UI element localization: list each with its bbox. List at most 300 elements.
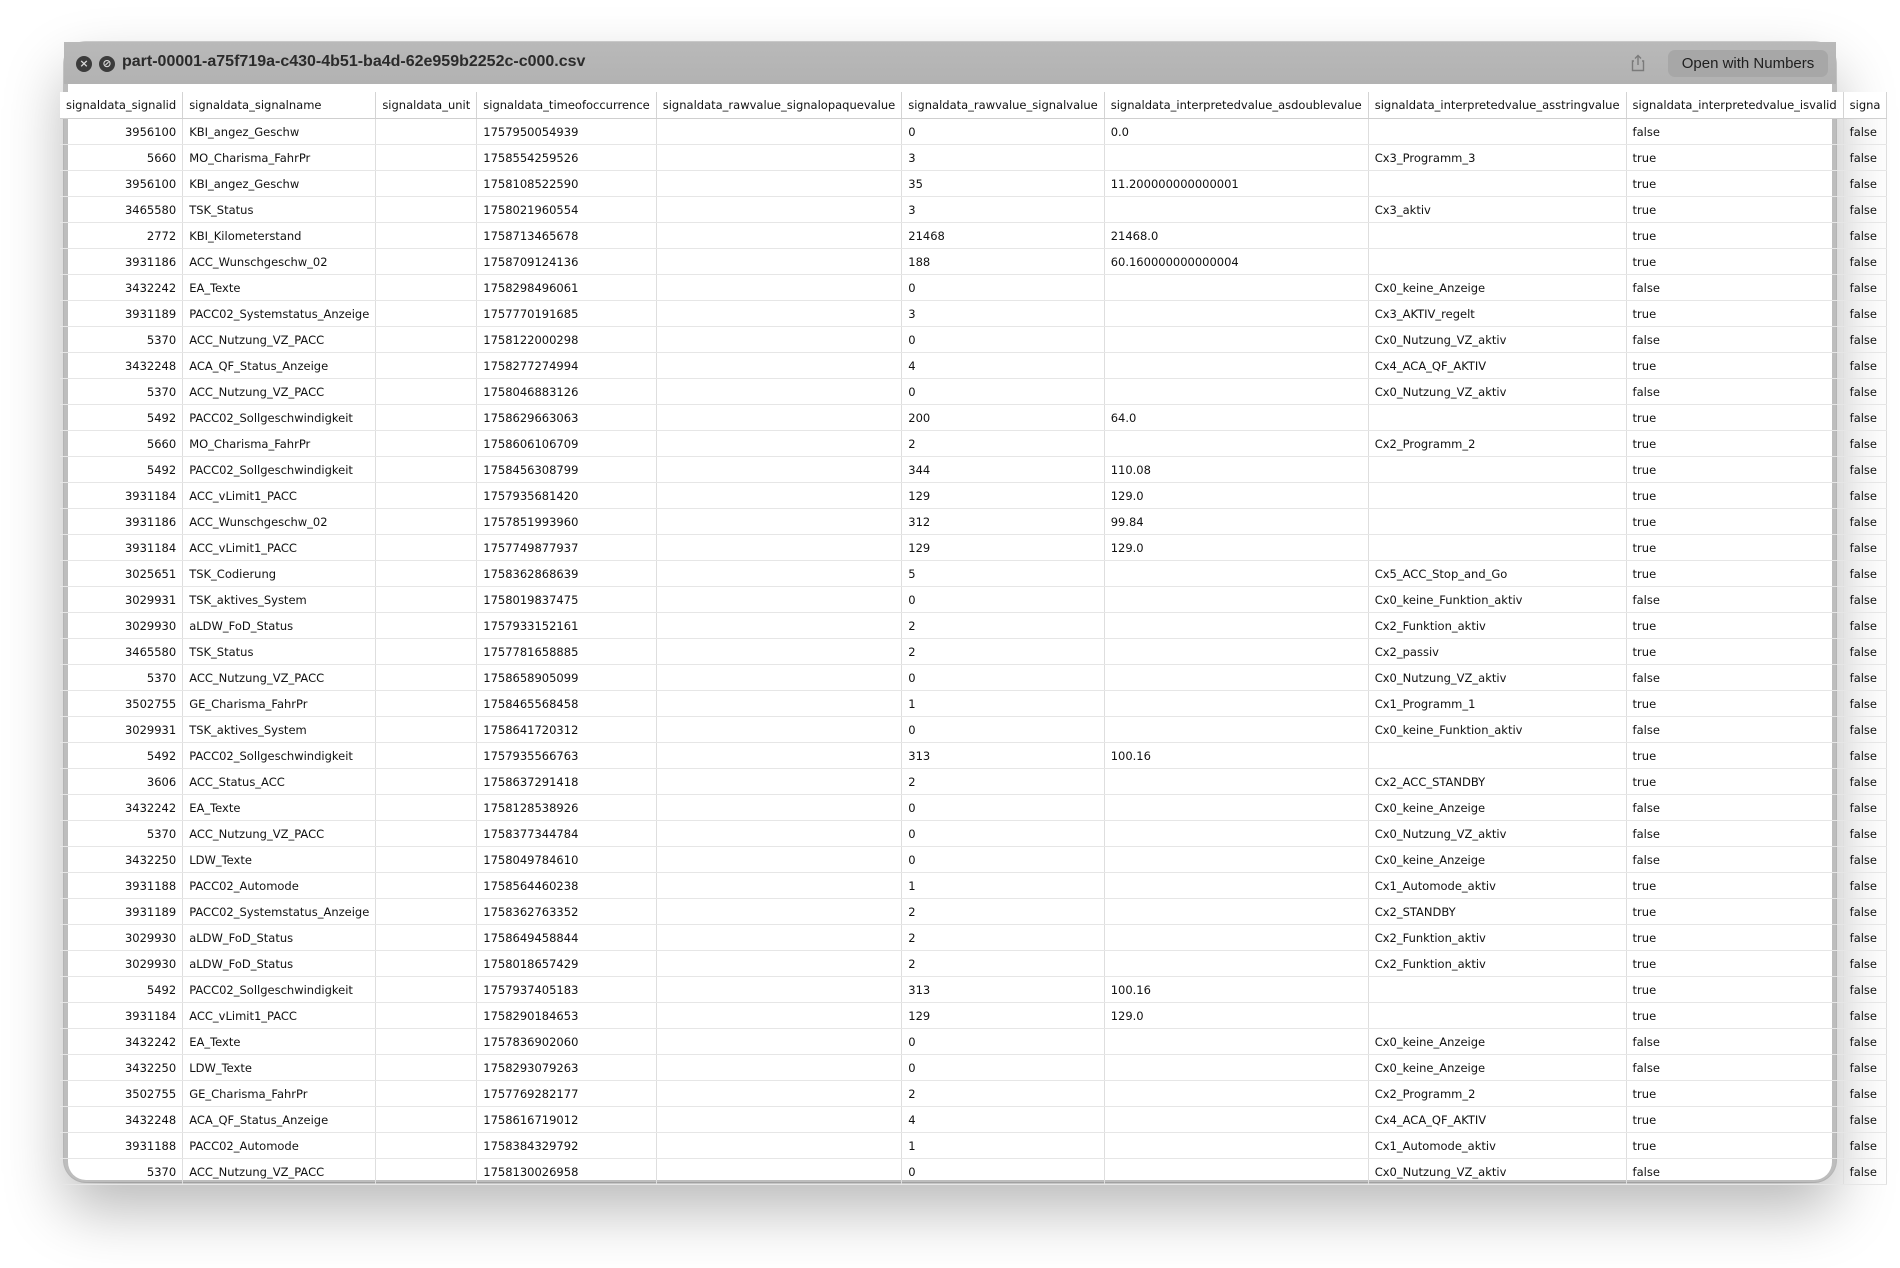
table-cell: 3931188 bbox=[60, 873, 183, 899]
table-cell: false bbox=[1843, 405, 1887, 431]
table-cell: 129.0 bbox=[1104, 1003, 1368, 1029]
table-cell: 0 bbox=[902, 795, 1104, 821]
table-cell bbox=[656, 847, 902, 873]
table-cell: true bbox=[1626, 431, 1843, 457]
table-cell bbox=[376, 145, 477, 171]
table-cell: ACC_Nutzung_VZ_PACC bbox=[183, 1159, 376, 1185]
table-cell: false bbox=[1843, 431, 1887, 457]
table-cell: Cx2_Programm_2 bbox=[1368, 431, 1626, 457]
table-cell: 1 bbox=[902, 691, 1104, 717]
table-cell: 313 bbox=[902, 743, 1104, 769]
table-cell bbox=[656, 665, 902, 691]
table-cell: Cx5_ACC_Stop_and_Go bbox=[1368, 561, 1626, 587]
table-cell: 1758046883126 bbox=[477, 379, 656, 405]
table-cell: 5370 bbox=[60, 379, 183, 405]
table-cell: true bbox=[1626, 483, 1843, 509]
table-cell: 1757770191685 bbox=[477, 301, 656, 327]
table-cell: TSK_aktives_System bbox=[183, 587, 376, 613]
table-cell: 2 bbox=[902, 769, 1104, 795]
table-cell: 3029930 bbox=[60, 925, 183, 951]
table-cell: 1758021960554 bbox=[477, 197, 656, 223]
table-cell: LDW_Texte bbox=[183, 1055, 376, 1081]
table-row bbox=[60, 327, 1887, 353]
table-cell: 5492 bbox=[60, 457, 183, 483]
table-header bbox=[60, 92, 1887, 119]
table-body bbox=[60, 119, 1887, 1185]
table-cell: KBI_angez_Geschw bbox=[183, 171, 376, 197]
table-cell bbox=[376, 639, 477, 665]
table-cell: false bbox=[1843, 145, 1887, 171]
table-cell: true bbox=[1626, 873, 1843, 899]
table-cell: true bbox=[1626, 613, 1843, 639]
table-cell bbox=[1368, 119, 1626, 145]
table-cell bbox=[656, 691, 902, 717]
table-cell: ACA_QF_Status_Anzeige bbox=[183, 353, 376, 379]
table-row bbox=[60, 873, 1887, 899]
table-cell: 4 bbox=[902, 353, 1104, 379]
table-cell: true bbox=[1626, 1133, 1843, 1159]
table-cell: false bbox=[1843, 353, 1887, 379]
table-cell: ACC_Nutzung_VZ_PACC bbox=[183, 821, 376, 847]
column-header: signaldata_interpretedvalue_isvalid bbox=[1626, 92, 1843, 119]
table-row bbox=[60, 1055, 1887, 1081]
table-cell: 35 bbox=[902, 171, 1104, 197]
table-cell: 1758108522590 bbox=[477, 171, 656, 197]
table-cell: ACC_vLimit1_PACC bbox=[183, 535, 376, 561]
table-cell bbox=[656, 561, 902, 587]
table-cell: Cx2_STANDBY bbox=[1368, 899, 1626, 925]
table-cell: MO_Charisma_FahrPr bbox=[183, 431, 376, 457]
table-cell bbox=[656, 327, 902, 353]
table-cell: 0 bbox=[902, 1159, 1104, 1185]
table-row bbox=[60, 1133, 1887, 1159]
table-cell: 1757749877937 bbox=[477, 535, 656, 561]
table-cell: ACA_QF_Status_Anzeige bbox=[183, 1107, 376, 1133]
table-cell: 3502755 bbox=[60, 691, 183, 717]
table-cell: 1758658905099 bbox=[477, 665, 656, 691]
table-cell: false bbox=[1843, 483, 1887, 509]
table-cell: 1758649458844 bbox=[477, 925, 656, 951]
table-cell: false bbox=[1843, 1133, 1887, 1159]
table-cell bbox=[1104, 1133, 1368, 1159]
table-cell bbox=[376, 431, 477, 457]
table-cell bbox=[656, 717, 902, 743]
table-cell bbox=[1104, 275, 1368, 301]
table-cell: KBI_Kilometerstand bbox=[183, 223, 376, 249]
table-row bbox=[60, 483, 1887, 509]
table-cell: false bbox=[1626, 275, 1843, 301]
table-cell bbox=[656, 197, 902, 223]
table-cell bbox=[1104, 379, 1368, 405]
table-row bbox=[60, 769, 1887, 795]
table-cell: Cx0_keine_Funktion_aktiv bbox=[1368, 587, 1626, 613]
table-cell: false bbox=[1843, 275, 1887, 301]
table-cell: 5 bbox=[902, 561, 1104, 587]
table-cell bbox=[1368, 249, 1626, 275]
table-cell: 3931186 bbox=[60, 509, 183, 535]
table-cell bbox=[656, 431, 902, 457]
table-cell: KBI_angez_Geschw bbox=[183, 119, 376, 145]
table-cell bbox=[1368, 483, 1626, 509]
table-cell bbox=[656, 1029, 902, 1055]
table-cell bbox=[376, 743, 477, 769]
table-cell: 1758019837475 bbox=[477, 587, 656, 613]
table-cell: 1758122000298 bbox=[477, 327, 656, 353]
window-title: part-00001-a75f719a-c430-4b51-ba4d-62e959b2252c-c000.csv bbox=[122, 53, 586, 70]
table-cell bbox=[376, 587, 477, 613]
table-row bbox=[60, 899, 1887, 925]
table-cell bbox=[376, 275, 477, 301]
table-cell: false bbox=[1843, 613, 1887, 639]
table-cell: 3 bbox=[902, 197, 1104, 223]
table-cell: 1757950054939 bbox=[477, 119, 656, 145]
table-cell bbox=[656, 535, 902, 561]
table-cell bbox=[1104, 327, 1368, 353]
table-cell: false bbox=[1843, 509, 1887, 535]
table-cell: 99.84 bbox=[1104, 509, 1368, 535]
table-cell: 2772 bbox=[60, 223, 183, 249]
table-cell: 3432242 bbox=[60, 795, 183, 821]
table-cell: MO_Charisma_FahrPr bbox=[183, 145, 376, 171]
table-cell bbox=[656, 951, 902, 977]
table-cell bbox=[376, 483, 477, 509]
close-icon[interactable]: × bbox=[76, 56, 92, 72]
table-cell: false bbox=[1843, 717, 1887, 743]
table-cell: 3606 bbox=[60, 769, 183, 795]
table-cell: 1758616719012 bbox=[477, 1107, 656, 1133]
table-cell: ACC_vLimit1_PACC bbox=[183, 1003, 376, 1029]
table-cell bbox=[376, 691, 477, 717]
table-cell bbox=[656, 639, 902, 665]
table-cell: ACC_Nutzung_VZ_PACC bbox=[183, 327, 376, 353]
table-cell: false bbox=[1843, 743, 1887, 769]
table-cell: 3956100 bbox=[60, 119, 183, 145]
table-row bbox=[60, 457, 1887, 483]
table-cell: true bbox=[1626, 353, 1843, 379]
table-row bbox=[60, 977, 1887, 1003]
table-cell: 0 bbox=[902, 275, 1104, 301]
table-cell: PACC02_Systemstatus_Anzeige bbox=[183, 301, 376, 327]
table-row bbox=[60, 379, 1887, 405]
table-cell: 5492 bbox=[60, 977, 183, 1003]
table-cell: 3029930 bbox=[60, 613, 183, 639]
table-row bbox=[60, 925, 1887, 951]
table-cell: 1758130026958 bbox=[477, 1159, 656, 1185]
table-cell: Cx1_Automode_aktiv bbox=[1368, 1133, 1626, 1159]
table-cell bbox=[656, 249, 902, 275]
table-cell bbox=[376, 821, 477, 847]
table-cell: aLDW_FoD_Status bbox=[183, 925, 376, 951]
table-cell: 129 bbox=[902, 483, 1104, 509]
table-row bbox=[60, 1107, 1887, 1133]
table-cell: true bbox=[1626, 535, 1843, 561]
table-cell: 3432242 bbox=[60, 1029, 183, 1055]
table-cell: PACC02_Sollgeschwindigkeit bbox=[183, 405, 376, 431]
table-cell bbox=[1104, 769, 1368, 795]
table-cell: false bbox=[1843, 639, 1887, 665]
table-cell bbox=[1104, 1029, 1368, 1055]
table-cell: true bbox=[1626, 249, 1843, 275]
table-cell: 5660 bbox=[60, 145, 183, 171]
table-cell: Cx2_passiv bbox=[1368, 639, 1626, 665]
table-cell: true bbox=[1626, 691, 1843, 717]
table-cell: 0 bbox=[902, 847, 1104, 873]
column-header: signaldata_rawvalue_signalopaquevalue bbox=[656, 92, 902, 119]
table-cell: 3432248 bbox=[60, 353, 183, 379]
table-cell bbox=[1368, 171, 1626, 197]
table-row bbox=[60, 847, 1887, 873]
table-cell bbox=[656, 119, 902, 145]
share-icon[interactable] bbox=[1628, 53, 1648, 73]
table-cell: false bbox=[1843, 899, 1887, 925]
table-cell bbox=[656, 1081, 902, 1107]
table-cell bbox=[656, 171, 902, 197]
table-cell bbox=[1368, 977, 1626, 1003]
table-cell: 2 bbox=[902, 613, 1104, 639]
table-cell bbox=[376, 353, 477, 379]
table-cell: EA_Texte bbox=[183, 795, 376, 821]
table-cell bbox=[376, 925, 477, 951]
table-cell: true bbox=[1626, 457, 1843, 483]
prohibited-icon[interactable]: ⊘ bbox=[99, 56, 115, 72]
table-cell: 2 bbox=[902, 431, 1104, 457]
table-cell: false bbox=[1843, 1107, 1887, 1133]
table-row bbox=[60, 1029, 1887, 1055]
table-cell: 1757937405183 bbox=[477, 977, 656, 1003]
table-row bbox=[60, 561, 1887, 587]
table-cell: 0 bbox=[902, 327, 1104, 353]
column-header: signa bbox=[1843, 92, 1887, 119]
table-row bbox=[60, 171, 1887, 197]
table-cell: 0 bbox=[902, 379, 1104, 405]
table-cell: 3956100 bbox=[60, 171, 183, 197]
table-cell: 129.0 bbox=[1104, 483, 1368, 509]
table-cell: 3432250 bbox=[60, 1055, 183, 1081]
table-row bbox=[60, 1081, 1887, 1107]
table-cell: 1758362763352 bbox=[477, 899, 656, 925]
table-cell bbox=[1368, 509, 1626, 535]
table-cell: false bbox=[1843, 223, 1887, 249]
table-row bbox=[60, 691, 1887, 717]
column-header: signaldata_timeofoccurrence bbox=[477, 92, 656, 119]
table-cell: 3931189 bbox=[60, 301, 183, 327]
table-cell: PACC02_Sollgeschwindigkeit bbox=[183, 743, 376, 769]
table-row bbox=[60, 587, 1887, 613]
table-cell bbox=[1104, 717, 1368, 743]
table-cell bbox=[656, 145, 902, 171]
table-cell: PACC02_Automode bbox=[183, 873, 376, 899]
table-cell: true bbox=[1626, 899, 1843, 925]
table-cell: Cx2_ACC_STANDBY bbox=[1368, 769, 1626, 795]
table-cell: 1758128538926 bbox=[477, 795, 656, 821]
table-cell: 1757933152161 bbox=[477, 613, 656, 639]
table-cell: 21468.0 bbox=[1104, 223, 1368, 249]
table-cell: true bbox=[1626, 951, 1843, 977]
table-cell: PACC02_Automode bbox=[183, 1133, 376, 1159]
table-cell: 1758564460238 bbox=[477, 873, 656, 899]
table-cell: 60.160000000000004 bbox=[1104, 249, 1368, 275]
table-cell bbox=[376, 327, 477, 353]
table-cell: true bbox=[1626, 145, 1843, 171]
table-cell bbox=[656, 1133, 902, 1159]
table-row bbox=[60, 249, 1887, 275]
table-cell bbox=[376, 1029, 477, 1055]
table-cell: 3931184 bbox=[60, 1003, 183, 1029]
table-row bbox=[60, 821, 1887, 847]
table-cell: false bbox=[1843, 821, 1887, 847]
table-cell: Cx0_Nutzung_VZ_aktiv bbox=[1368, 821, 1626, 847]
table-row bbox=[60, 197, 1887, 223]
table-cell bbox=[656, 379, 902, 405]
table-cell: true bbox=[1626, 561, 1843, 587]
table-cell bbox=[656, 769, 902, 795]
table-cell: 1757935681420 bbox=[477, 483, 656, 509]
table-cell: 1 bbox=[902, 1133, 1104, 1159]
table-cell: false bbox=[1843, 249, 1887, 275]
table-cell bbox=[376, 1003, 477, 1029]
table-cell: Cx0_keine_Funktion_aktiv bbox=[1368, 717, 1626, 743]
table-cell: 0 bbox=[902, 665, 1104, 691]
table-cell: false bbox=[1843, 977, 1887, 1003]
table-cell: false bbox=[1626, 1055, 1843, 1081]
table-cell: PACC02_Sollgeschwindigkeit bbox=[183, 457, 376, 483]
table-cell: 3029931 bbox=[60, 587, 183, 613]
table-cell: false bbox=[1626, 1029, 1843, 1055]
table-cell: 3 bbox=[902, 301, 1104, 327]
table-cell: Cx1_Automode_aktiv bbox=[1368, 873, 1626, 899]
table-cell: PACC02_Sollgeschwindigkeit bbox=[183, 977, 376, 1003]
table-cell: 3931184 bbox=[60, 535, 183, 561]
table-cell: 3 bbox=[902, 145, 1104, 171]
table-cell: Cx4_ACA_QF_AKTIV bbox=[1368, 353, 1626, 379]
table-cell: 0 bbox=[902, 587, 1104, 613]
table-cell bbox=[1104, 301, 1368, 327]
table-cell bbox=[376, 769, 477, 795]
table-cell: true bbox=[1626, 1081, 1843, 1107]
table-cell bbox=[1368, 405, 1626, 431]
table-cell: 3025651 bbox=[60, 561, 183, 587]
table-cell: false bbox=[1843, 795, 1887, 821]
table-cell: 129.0 bbox=[1104, 535, 1368, 561]
table-row bbox=[60, 223, 1887, 249]
table-cell: false bbox=[1626, 327, 1843, 353]
table-cell: false bbox=[1843, 769, 1887, 795]
table-cell bbox=[376, 1107, 477, 1133]
table-cell: Cx0_keine_Anzeige bbox=[1368, 847, 1626, 873]
table-cell bbox=[656, 1055, 902, 1081]
table-cell bbox=[1368, 535, 1626, 561]
table-cell: 11.200000000000001 bbox=[1104, 171, 1368, 197]
table-cell bbox=[656, 353, 902, 379]
table-cell: true bbox=[1626, 769, 1843, 795]
table-cell: Cx3_Programm_3 bbox=[1368, 145, 1626, 171]
table-cell bbox=[656, 1107, 902, 1133]
csv-preview-area[interactable] bbox=[66, 84, 1881, 1180]
table-cell: 3029930 bbox=[60, 951, 183, 977]
table-cell: true bbox=[1626, 405, 1843, 431]
open-with-numbers-button[interactable]: Open with Numbers bbox=[1668, 50, 1828, 77]
table-cell: ACC_Wunschgeschw_02 bbox=[183, 509, 376, 535]
table-cell: TSK_Codierung bbox=[183, 561, 376, 587]
table-cell: 2 bbox=[902, 951, 1104, 977]
table-cell bbox=[1368, 457, 1626, 483]
table-cell: false bbox=[1843, 301, 1887, 327]
table-cell bbox=[1104, 899, 1368, 925]
table-cell: 1 bbox=[902, 873, 1104, 899]
table-cell bbox=[1104, 145, 1368, 171]
table-cell: aLDW_FoD_Status bbox=[183, 613, 376, 639]
table-cell bbox=[376, 899, 477, 925]
table-cell: 3432242 bbox=[60, 275, 183, 301]
column-header: signaldata_interpretedvalue_asdoublevalue bbox=[1104, 92, 1368, 119]
table-cell: false bbox=[1626, 795, 1843, 821]
table-cell: 1758709124136 bbox=[477, 249, 656, 275]
table-cell bbox=[1104, 1055, 1368, 1081]
table-cell: 313 bbox=[902, 977, 1104, 1003]
table-cell bbox=[656, 587, 902, 613]
table-cell: 1757836902060 bbox=[477, 1029, 656, 1055]
table-cell: false bbox=[1843, 535, 1887, 561]
table-cell: 3931189 bbox=[60, 899, 183, 925]
table-cell: false bbox=[1843, 197, 1887, 223]
table-cell: Cx0_Nutzung_VZ_aktiv bbox=[1368, 379, 1626, 405]
table-cell: Cx0_keine_Anzeige bbox=[1368, 795, 1626, 821]
table-cell bbox=[1104, 197, 1368, 223]
table-cell: 5370 bbox=[60, 821, 183, 847]
table-cell: 3931186 bbox=[60, 249, 183, 275]
table-cell bbox=[376, 509, 477, 535]
table-cell bbox=[376, 1133, 477, 1159]
table-cell: false bbox=[1843, 691, 1887, 717]
table-cell: 3931184 bbox=[60, 483, 183, 509]
table-cell bbox=[656, 977, 902, 1003]
table-cell: true bbox=[1626, 509, 1843, 535]
table-cell: 5492 bbox=[60, 405, 183, 431]
table-row bbox=[60, 275, 1887, 301]
table-cell bbox=[656, 509, 902, 535]
table-cell: false bbox=[1843, 379, 1887, 405]
table-cell bbox=[376, 717, 477, 743]
table-row bbox=[60, 509, 1887, 535]
table-cell bbox=[376, 977, 477, 1003]
table-cell: false bbox=[1843, 1003, 1887, 1029]
table-cell: 0 bbox=[902, 821, 1104, 847]
table-cell: 0 bbox=[902, 1055, 1104, 1081]
table-cell: 0 bbox=[902, 717, 1104, 743]
table-cell: true bbox=[1626, 301, 1843, 327]
table-cell: true bbox=[1626, 639, 1843, 665]
table-cell bbox=[1368, 1003, 1626, 1029]
column-header: signaldata_interpretedvalue_asstringvalue bbox=[1368, 92, 1626, 119]
table-cell: true bbox=[1626, 743, 1843, 769]
table-cell: false bbox=[1843, 925, 1887, 951]
table-cell: 1758465568458 bbox=[477, 691, 656, 717]
table-cell: false bbox=[1626, 847, 1843, 873]
table-cell: false bbox=[1626, 665, 1843, 691]
table-cell bbox=[656, 1159, 902, 1185]
column-header: signaldata_unit bbox=[376, 92, 477, 119]
table-cell: true bbox=[1626, 223, 1843, 249]
table-cell: EA_Texte bbox=[183, 275, 376, 301]
table-cell bbox=[656, 613, 902, 639]
table-cell: 200 bbox=[902, 405, 1104, 431]
table-cell: 100.16 bbox=[1104, 743, 1368, 769]
table-row bbox=[60, 301, 1887, 327]
table-cell: TSK_Status bbox=[183, 197, 376, 223]
table-row bbox=[60, 795, 1887, 821]
table-cell: 21468 bbox=[902, 223, 1104, 249]
table-cell: 1758018657429 bbox=[477, 951, 656, 977]
